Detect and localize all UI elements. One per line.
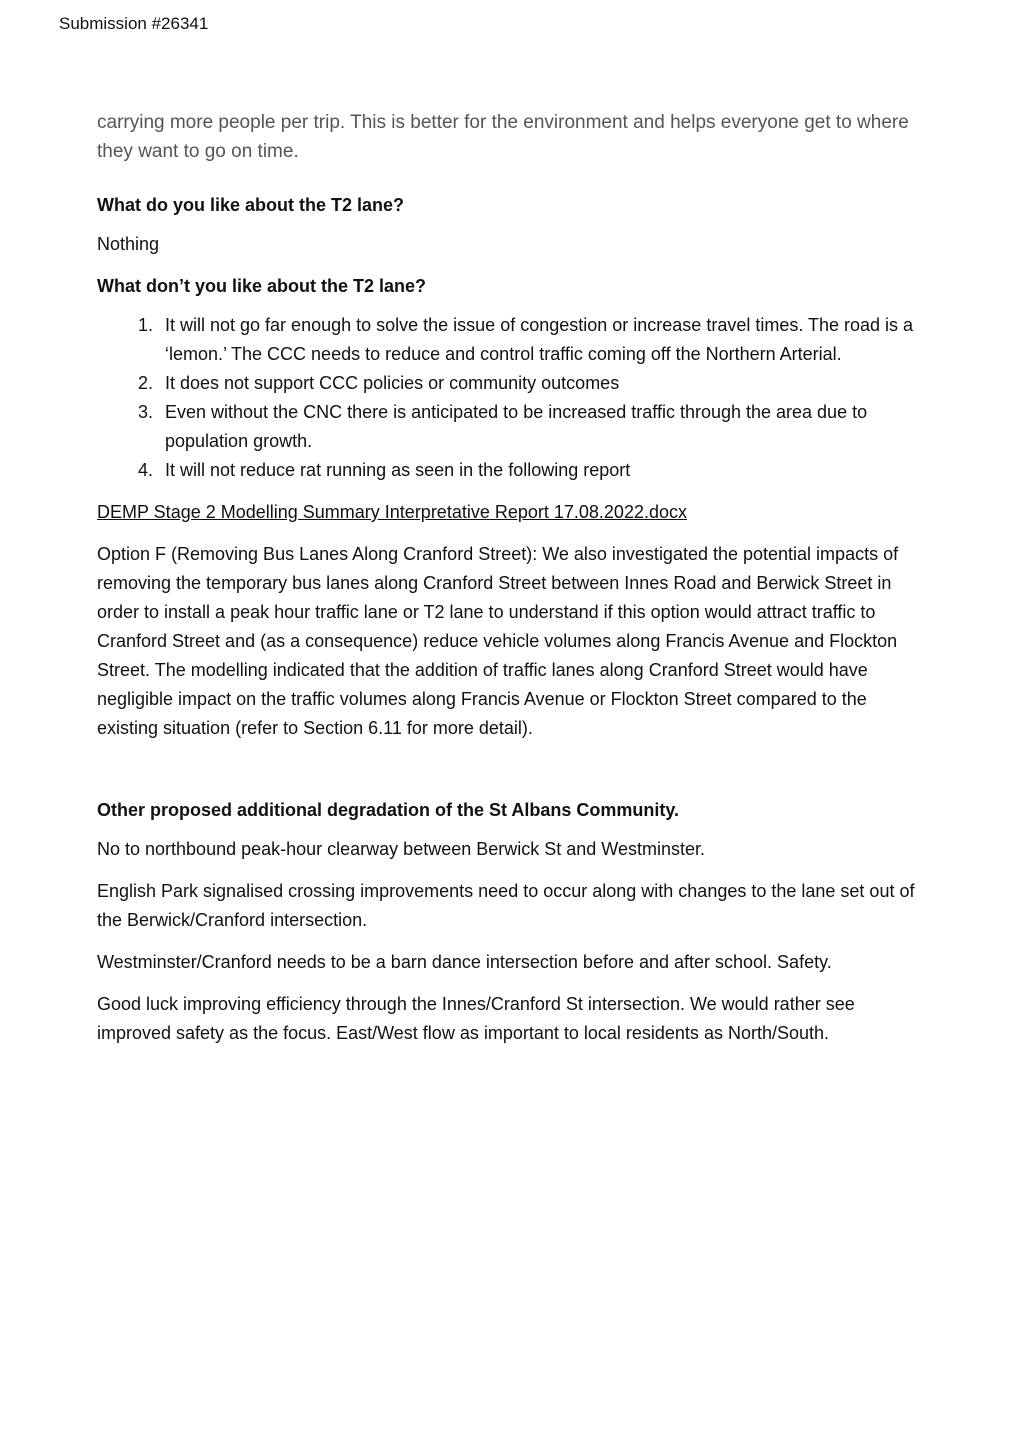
- like-answer: Nothing: [97, 234, 160, 254]
- list-item: 4. It will not reduce rat running as seen in the following report: [158, 456, 917, 485]
- section-spacer: [97, 756, 917, 796]
- list-item: 1. It will not go far enough to solve the issue of congestion or increase travel times. The road is a ‘lemon.’ The CCC needs to reduce and control traffic coming off the Northern Arterial.: [158, 311, 917, 369]
- report-link[interactable]: DEMP Stage 2 Modelling Summary Interpretative Report 17.08.2022.docx: [97, 502, 687, 522]
- other-paragraph: Westminster/Cranford needs to be a barn dance intersection before and after school. Safety.: [97, 952, 832, 972]
- other-paragraph: Good luck improving efficiency through the Innes/Cranford St intersection. We would rather see improved safety as the focus. East/West flow as important to local residents as North/South.: [97, 994, 855, 1043]
- other-paragraph: No to northbound peak-hour clearway between Berwick St and Westminster.: [97, 839, 705, 859]
- document-body: [97, 108, 917, 1061]
- submission-number: Submission #26341: [59, 14, 209, 33]
- dislike-reasons-list: [97, 311, 917, 485]
- other-paragraph: English Park signalised crossing improvements need to occur along with changes to the lane set out of the Berwick/Cranford intersection.: [97, 881, 915, 930]
- list-item: 3. Even without the CNC there is anticipated to be increased traffic through the area due to population growth.: [158, 398, 917, 456]
- report-excerpt: Option F (Removing Bus Lanes Along Cranford Street): We also investigated the potential impacts of removing the temporary bus lanes along Cranford Street between Innes Road and Berwick Street in order to install a peak hour traffic lane or T2 lane to understand if this option would attract traffic to Cranford Street and (as a consequence) reduce vehicle volumes along Francis Avenue and Flockton Street. The modelling indicated that the addition of traffic lanes along Cranford Street would have negligible impact on the traffic volumes along Francis Avenue or Flockton Street compared to the existing situation (refer to Section 6.11 for more detail).: [97, 544, 899, 738]
- list-item: 2. It does not support CCC policies or community outcomes: [158, 369, 917, 398]
- like-question-heading: What do you like about the T2 lane?: [97, 195, 405, 215]
- intro-paragraph: carrying more people per trip. This is better for the environment and helps everyone get to where they want to go on time.: [97, 112, 909, 162]
- dislike-question-heading: What don’t you like about the T2 lane?: [97, 276, 427, 296]
- other-degradation-heading: Other proposed additional degradation of the St Albans Community.: [97, 800, 680, 820]
